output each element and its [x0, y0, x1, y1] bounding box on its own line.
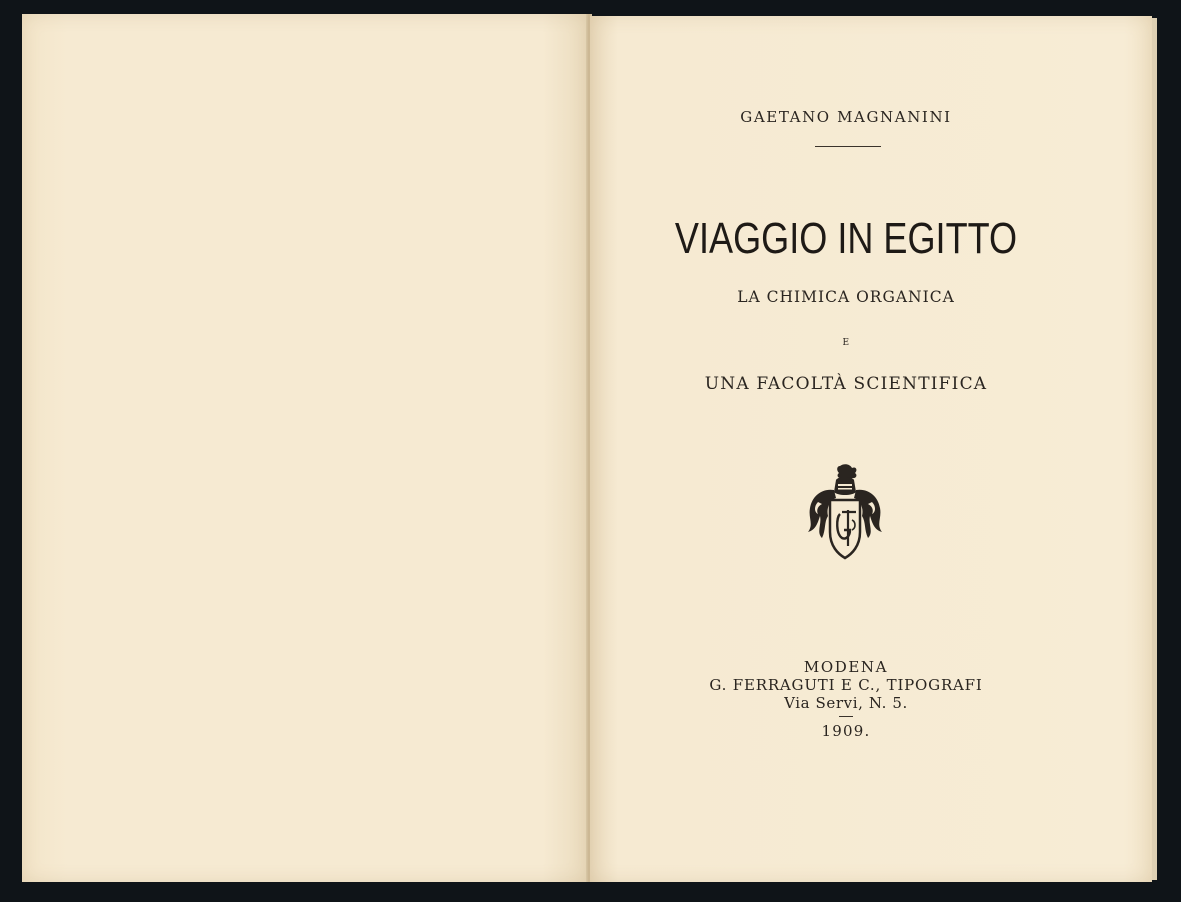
imprint-year: 1909. — [821, 722, 871, 740]
imprint-publisher: G. FERRAGUTI E C., TIPOGRAFI — [709, 676, 983, 694]
imprint-city: MODENA — [803, 658, 889, 676]
subtitle-line-1: LA CHIMICA ORGANICA — [737, 288, 955, 306]
coat-of-arms-icon — [800, 462, 890, 562]
subtitle-conjunction: E — [842, 338, 850, 348]
page-edge — [1152, 18, 1157, 880]
author-name: GAETANO MAGNANINI — [740, 108, 952, 126]
imprint-address: Via Servi, N. 5. — [784, 694, 908, 712]
author-divider — [815, 146, 881, 147]
book-title: VIAGGIO IN EGITTO — [674, 214, 1018, 263]
left-blank-page — [22, 14, 588, 882]
year-divider — [839, 716, 853, 717]
subtitle-line-2: UNA FACOLTÀ SCIENTIFICA — [704, 374, 988, 394]
